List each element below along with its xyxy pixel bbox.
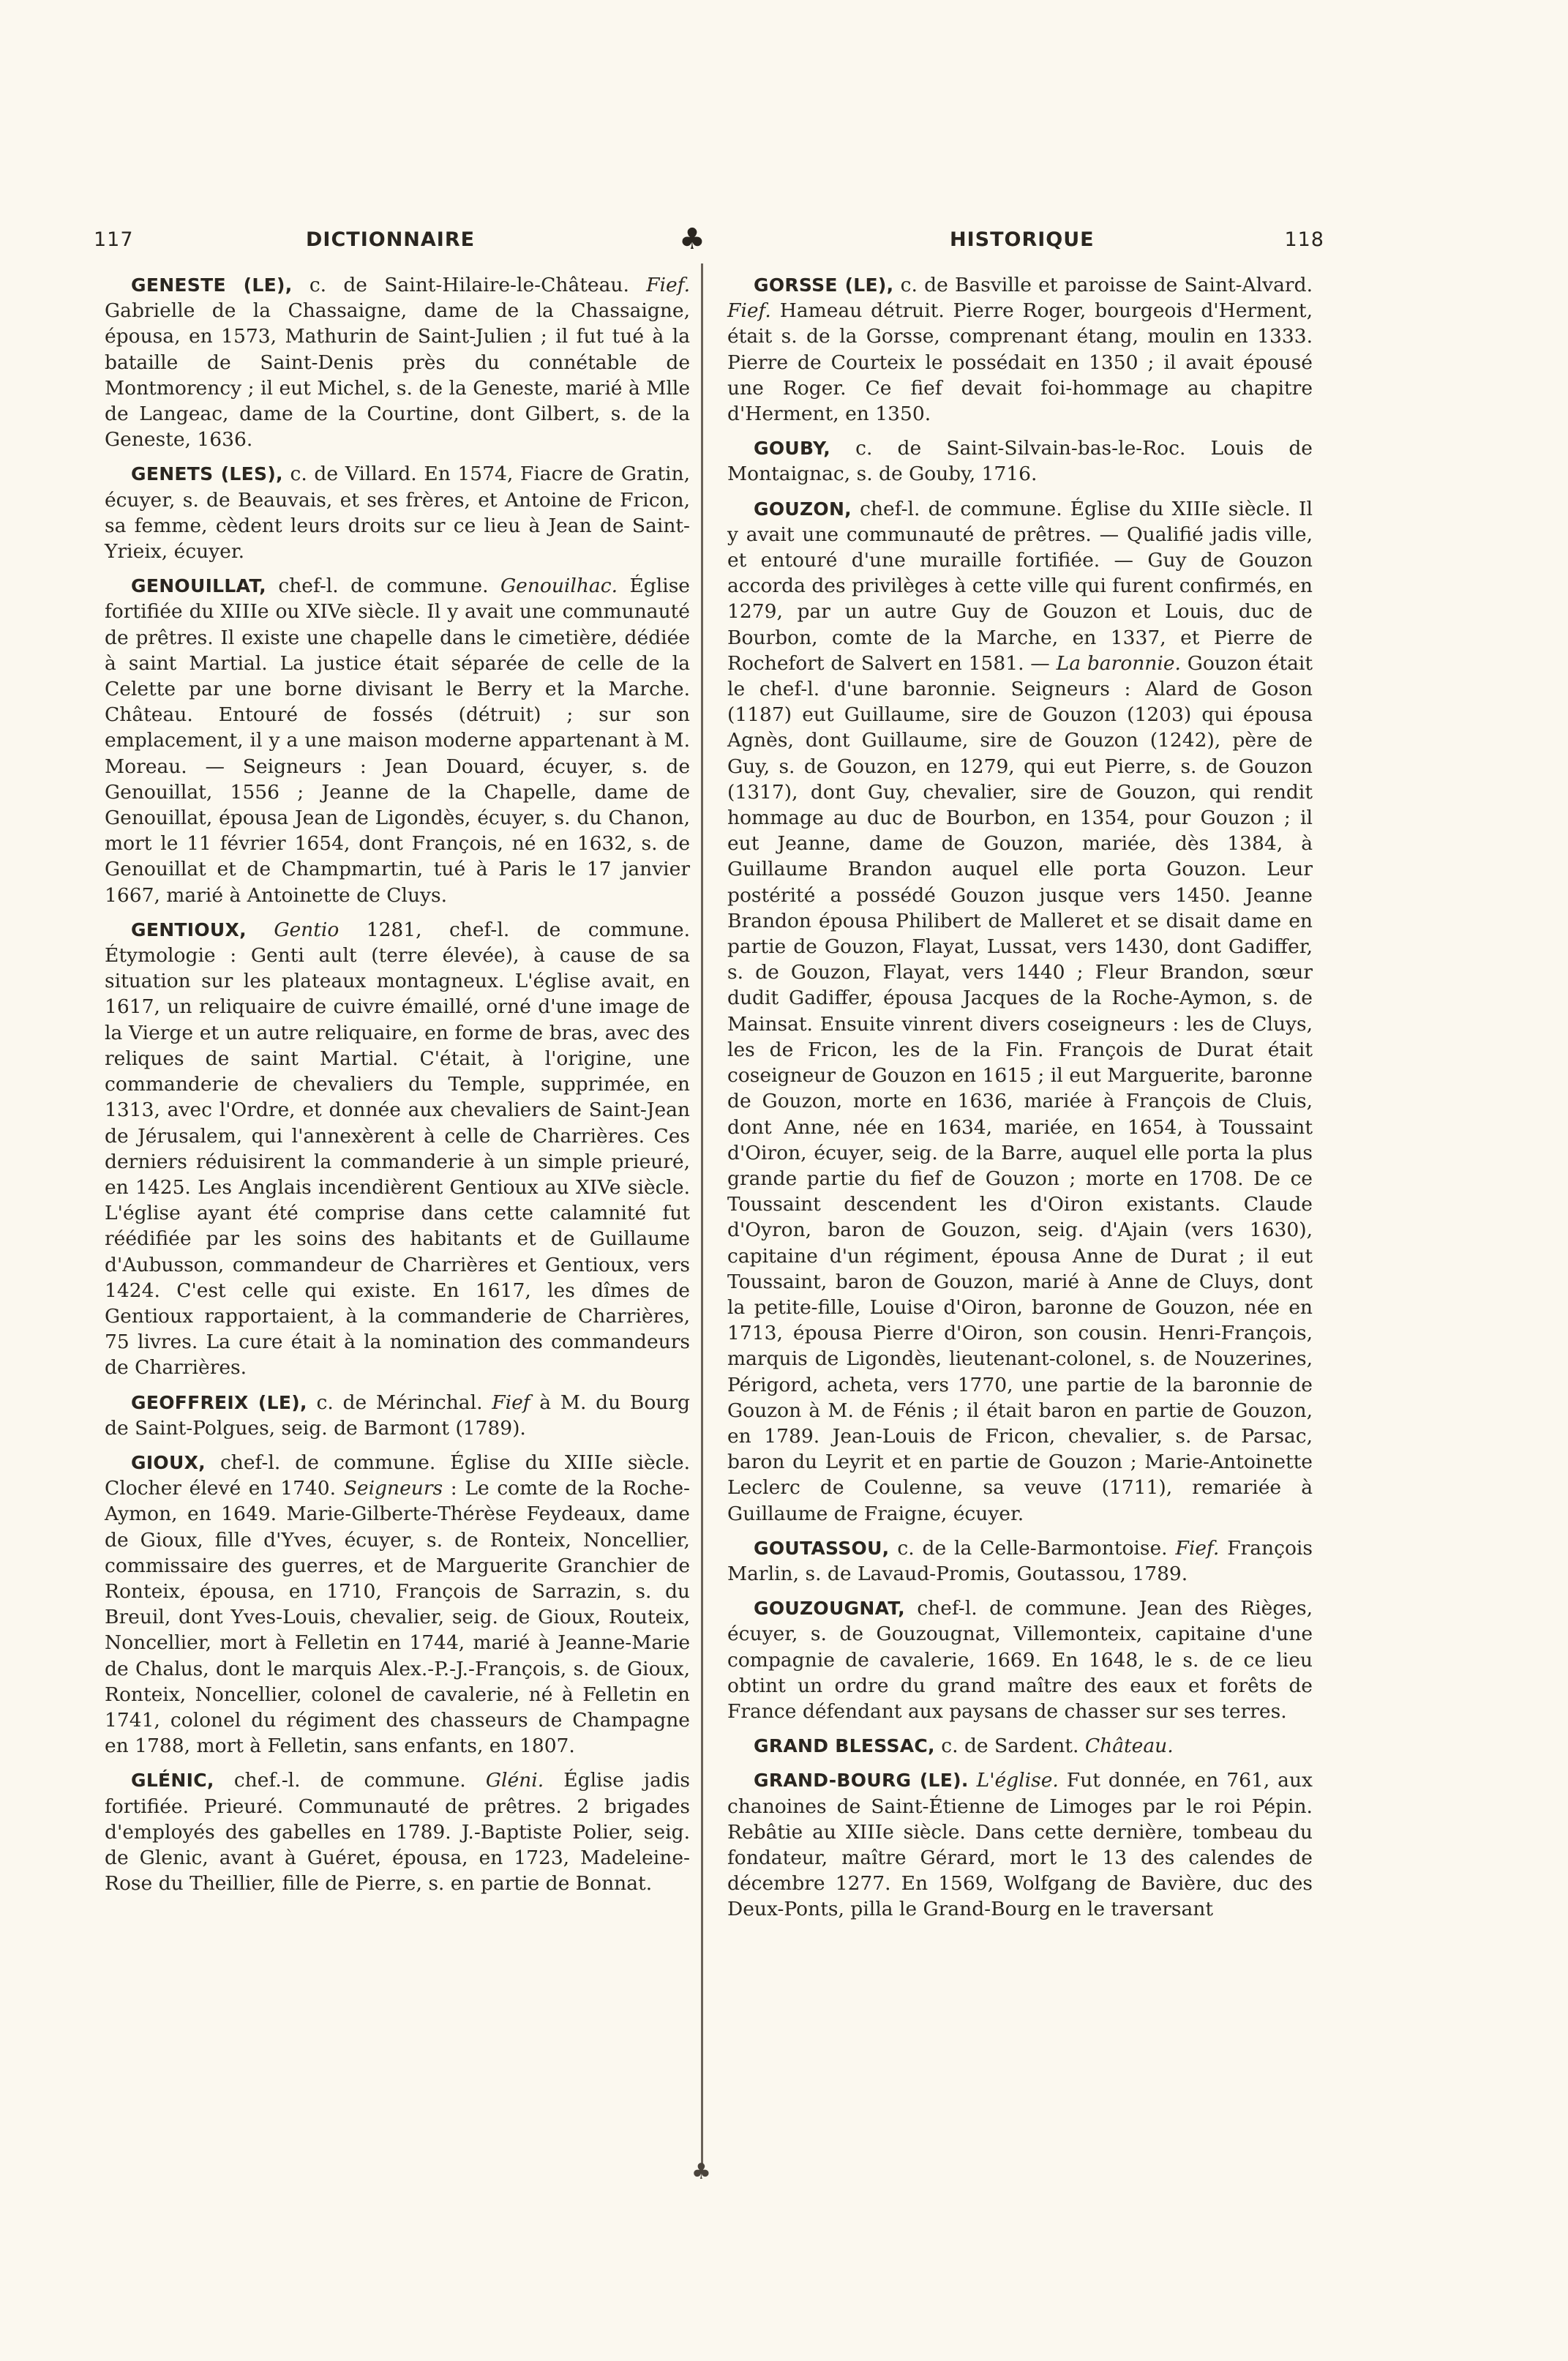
entry-grand-bourg: GRAND-BOURG (LE). L'église. Fut donnée, en 761, aux chanoines de Saint-Étienne de Limoges par le roi Pépin. Rebâtie au XIIIe siècle. Dans cette dernière, tombeau du fondateur, maître Gérard, mort le 13 des calendes de décembre 1277. En 1569, Wolfgang de Bavière, duc des Deux-Ponts, pilla le Grand-Bourg en le traversant <box>727 1769 1313 1921</box>
entry-grand-blessac: GRAND BLESSAC, c. de Sardent. Château. <box>754 1735 1174 1758</box>
headword: GEOFFREIX (LE), <box>131 1391 307 1413</box>
entry-genets: GENETS (LES), c. de Villard. En 1574, Fiacre de Gratin, écuyer, s. de Beauvais, et ses frères, et Antoine de Fricon, sa femme, cèdent leurs droits sur ce lieu à Jean de Saint-Yrieix, écuyer. <box>105 463 690 564</box>
entry-gouzougnat: GOUZOUGNAT, chef-l. de commune. Jean des Rièges, écuyer, s. de Gouzougnat, Villemonteix, capitaine d'une compagnie de cavalerie, 1669. En 1648, le s. de ce lieu obtint un ordre du grand maître des eaux et forêts de France défendant aux paysans de chasser sur ses terres. <box>727 1597 1313 1723</box>
entry-gorsse: GORSSE (LE), c. de Basville et paroisse de Saint-Alvard. Fief. Hameau détruit. Pierre Roger, bourgeois d'Herment, était s. de la Gorsse, comprenant étang, moulin en 1333. Pierre de Courteix le possédait en 1350 ; il avait épousé une Roger. Ce fief devait foi-hommage au chapitre d'Herment, en 1350. <box>727 274 1313 426</box>
page-header <box>94 222 1324 256</box>
headword: GORSSE (LE), <box>754 274 894 296</box>
entry-gioux: GIOUX, chef-l. de commune. Église du XIIIe siècle. Clocher élevé en 1740. Seigneurs : Le comte de la Roche-Aymon, en 1649. Marie-Gilberte-Thérèse Feydeaux, dame de Gioux, fille d'Yves, écuyer, s. de Ronteix, Noncellier, commissaire des guerres, et de Marguerite Granchier de Ronteix, épousa, en 1710, François de Sarrazin, s. du Breuil, dont Yves-Louis, chevalier, seig. de Gioux, Routeix, Noncellier, mort à Felletin en 1744, marié à Jeanne-Marie de Chalus, dont le marquis Alex.-P.-J.-François, s. de Gioux, Ronteix, Noncellier, colonel de cavalerie, né à Felletin en 1741, colonel du régiment des chasseurs de Champagne en 1788, mort à Felletin, sans enfants, en 1807. <box>105 1451 690 1758</box>
headword: GOUZOUGNAT, <box>754 1598 905 1620</box>
headword: GOUZON, <box>754 498 852 520</box>
headword: GENTIOUX, <box>131 918 247 940</box>
headword: GRAND-BOURG (LE). <box>754 1770 969 1792</box>
entry-geoffreix: GEOFFREIX (LE), c. de Mérinchal. Fief à M. du Bourg de Saint-Polgues, seig. de Barmont (1789). <box>105 1391 690 1440</box>
right-running-title: HISTORIQUE <box>950 228 1095 251</box>
left-page-number: 117 <box>94 228 134 251</box>
entry-gouby: GOUBY, c. de Saint-Silvain-bas-le-Roc. Louis de Montaignac, s. de Gouby, 1716. <box>727 437 1313 486</box>
bottom-ornament-icon: ♣ <box>691 2159 711 2185</box>
left-column <box>105 272 690 1905</box>
entry-goutassou: GOUTASSOU, c. de la Celle-Barmontoise. Fief. François Marlin, s. de Lavaud-Promis, Goutassou, 1789. <box>727 1536 1313 1585</box>
entry-gouzon: GOUZON, chef-l. de commune. Église du XIIIe siècle. Il y avait une communauté de prêtres. — Qualifié jadis ville, et entouré d'une muraille fortifiée. — Guy de Gouzon accorda des privilèges à cette ville qui furent confirmés, en 1279, par un autre Guy de Gouzon et Louis, duc de Bourbon, comte de la Marche, en 1337, et Pierre de Rochefort de Salvert en 1581. — La baronnie. Gouzon était le chef-l. d'une baronnie. Seigneurs : Alard de Goson (1187) eut Guillaume, sire de Gouzon (1203) qui épousa Agnès, dont Guillaume, sire de Gouzon (1242), père de Guy, s. de Gouzon, en 1279, qui eut Pierre, s. de Gouzon (1317), dont Guy, chevalier, sire de Gouzon, qui rendit hommage au duc de Bourbon, en 1354, pour Gouzon ; il eut Jeanne, dame de Gouzon, mariée, dès 1384, à Guillaume Brandon auquel elle porta Gouzon. Leur postérité a possédé Gouzon jusque vers 1450. Jeanne Brandon épousa Philibert de Malleret et se disait dame en partie de Gouzon, Flayat, Lussat, vers 1430, dont Gadiffer, s. de Gouzon, Flayat, vers 1440 ; Fleur Brandon, sœur dudit Gadiffer, épousa Jacques de la Roche-Aymon, s. de Mainsat. Ensuite vinrent divers coseigneurs : les de Cluys, les de Fricon, les de la Fin. François de Durat était coseigneur de Gouzon en 1615 ; il eut Marguerite, baronne de Gouzon, morte en 1636, mariée à François de Cluis, dont Anne, née en 1634, mariée, en 1654, à Toussaint d'Oiron, écuyer, seig. de la Barre, auquel elle porta la plus grande partie du fief de Gouzon ; morte en 1708. De ce Toussaint descendent les d'Oiron existants. Claude d'Oyron, baron de Gouzon, seig. d'Ajain (vers 1630), capitaine d'un régiment, épousa Anne de Durat ; il eut Toussaint, baron de Gouzon, marié à Anne de Cluys, dont la petite-fille, Louise d'Oiron, baronne de Gouzon, née en 1713, épousa Pierre d'Oiron, son cousin. Henri-François, marquis de Ligondès, lieutenant-colonel, s. de Nouzerines, Périgord, acheta, vers 1770, une partie de la baronnie de Gouzon à M. de Fénis ; il était baron en partie de Gouzon, en 1789. Jean-Louis de Fricon, chevalier, s. de Parsac, baron du Leyrit et en partie de Gouzon ; Marie-Antoinette Leclerc de Coulenne, sa veuve (1711), remariée à Guillaume de Fraigne, écuyer. <box>727 497 1313 1525</box>
headword: GOUTASSOU, <box>754 1537 890 1559</box>
entry-geneste: GENESTE (LE), c. de Saint-Hilaire-le-Château. Fief. Gabrielle de la Chassaigne, dame de la Chassaigne, épousa, en 1573, Mathurin de Saint-Julien ; il fut tué à la bataille de Saint-Denis près du connétable de Montmorency ; il eut Michel, s. de la Geneste, marié à Mlle de Langeac, dame de la Courtine, dont Gilbert, s. de la Geneste, 1636. <box>105 274 690 452</box>
headword: GRAND BLESSAC, <box>754 1735 935 1757</box>
header-ornament-icon: ♣ <box>679 222 706 256</box>
entry-glenic: GLÉNIC, chef.-l. de commune. Gléni. Église jadis fortifiée. Prieuré. Communauté de prêtres. 2 brigades d'employés des gabelles en 1789. J.-Baptiste Polier, seig. de Glenic, avant à Guéret, épousa, en 1723, Madeleine-Rose du Theillier, fille de Pierre, s. en partie de Bonnat. <box>105 1769 690 1896</box>
right-page-number: 118 <box>1284 228 1324 251</box>
headword: GENESTE (LE), <box>131 274 293 296</box>
left-running-title: DICTIONNAIRE <box>306 228 476 251</box>
headword: GIOUX, <box>131 1451 206 1473</box>
entry-gentioux: GENTIOUX, Gentio 1281, chef-l. de commune. Étymologie : Genti ault (terre élevée), à cause de sa situation sur les plateaux montagneux. L'église avait, en 1617, un reliquaire de cuivre émaillé, orné d'une image de la Vierge et un autre reliquaire, en forme de bras, avec des reliques de saint Martial. C'était, à l'origine, une commanderie de chevaliers du Temple, supprimée, en 1313, avec l'Ordre, et donnée aux chevaliers de Saint-Jean de Jérusalem, qui l'annexèrent à celle de Charrières. Ces derniers réduisirent la commanderie à un simple prieuré, en 1425. Les Anglais incendièrent Gentioux au XIVe siècle. L'église ayant été comprise dans cette calamnité fut réédifiée par les soins des habitants et de Guillaume d'Aubusson, commandeur de Charrières et Gentioux, vers 1424. C'est celle qui existe. En 1617, les dîmes de Gentioux rapportaient, à la commanderie de Charrières, 75 livres. La cure était à la nomination des commandeurs de Charrières. <box>105 918 690 1380</box>
right-column <box>727 272 1313 1931</box>
column-divider <box>701 263 703 2170</box>
headword: GLÉNIC, <box>131 1770 214 1792</box>
headword: GOUBY, <box>754 438 831 460</box>
entry-genouillat: GENOUILLAT, chef-l. de commune. Genouilhac. Église fortifiée du XIIIe ou XIVe siècle. Il y avait une communauté de prêtres. Il existe une chapelle dans le cimetière, dédiée à saint Martial. La justice était séparée de celle de la Celette par une borne divisant le Berry et la Marche. Château. Entouré de fossés (détruit) ; sur son emplacement, il y a une maison moderne appartenant à M. Moreau. — Seigneurs : Jean Douard, écuyer, s. de Genouillat, 1556 ; Jeanne de la Chapelle, dame de Genouillat, épousa Jean de Ligondès, écuyer, s. du Chanon, mort le 11 février 1654, dont François, né en 1632, s. de Genouillat et de Champmartin, tué à Paris le 17 janvier 1667, marié à Antoinette de Cluys. <box>105 575 690 907</box>
headword: GENOUILLAT, <box>131 575 266 597</box>
headword: GENETS (LES), <box>131 463 283 485</box>
